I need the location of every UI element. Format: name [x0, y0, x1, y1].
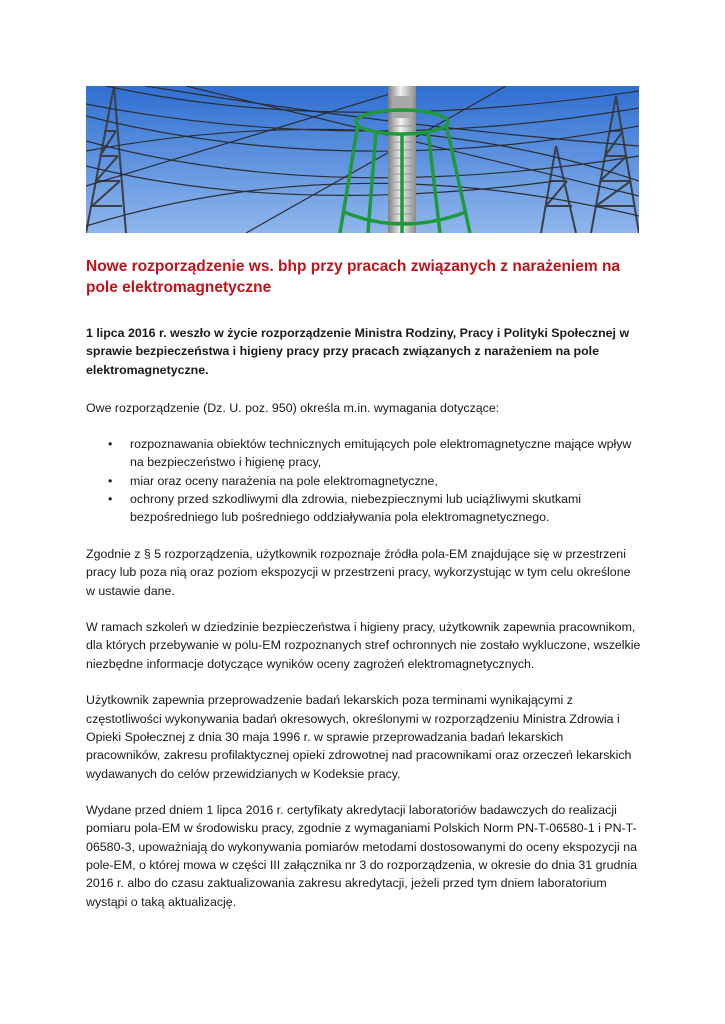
list-item [86, 472, 641, 490]
paragraph-accreditation: Wydane przed dniem 1 lipca 2016 r. certyfikaty akredytacji laboratoriów badawczych do realizacji pomiaru pola-EM w środowisku pracy, zgodnie z wymaganiami Polskich Norm PN-T-06580-1 i PN-T-06580-3, upoważniają do wykonywania pomiarów metodami dostosowanymi do oceny ekspozycji na pole-EM, o której mowa w części III załącznika nr 3 do rozporządzenia, w okresie do dnia 31 grudnia 2016 r. albo do czasu zaktualizowania zakresu akredytacji, jeżeli przed tym dniem laboratorium wystąpi o taką aktualizację. [86, 803, 637, 909]
paragraph-training: W ramach szkoleń w dziedzinie bezpieczeństwa i higieny pracy, użytkownik zapewnia pracownikom, dla których przebywanie w polu-EM rozpoznanych stref ochronnych nie zostało wykluczone, wszelkie niezbędne informacje dotyczące wyników oceny zagrożeń elektromagnetycznych. [86, 620, 641, 671]
paragraph-em-sources: Zgodnie z § 5 rozporządzenia, użytkownik rozpoznaje źródła pola-EM znajdujące się w przestrzeni pracy lub poza nią oraz poziom ekspozycji w przestrzeni pracy, wykorzystując w tym celu określone w ustawie dane. [86, 546, 631, 598]
list-item-text: ochrony przed szkodliwymi dla zdrowia, niebezpiecznymi lub uciążliwymi skutkami bezpośredniego lub pośredniego oddziaływania pola elektromagnetycznego. [130, 492, 582, 525]
bullet-icon: • [108, 473, 113, 488]
bullet-icon: • [108, 437, 113, 452]
list-item-text: miar oraz oceny narażenia na pole elektromagnetyczne, [130, 473, 438, 488]
list-item-text: rozpoznawania obiektów technicznych emitujących pole elektromagnetyczne mające wpływ na bezpieczeństwo i higienę pracy, [130, 437, 632, 470]
requirements-list [86, 435, 641, 526]
bullet-icon: • [108, 492, 113, 507]
paragraph-medical-exams: Użytkownik zapewnia przeprowadzenie badań lekarskich poza terminami wynikającymi z częstotliwości wykonywania badań okresowych, określonymi w rozporządzeniu Ministra Zdrowia i Opieki Społecznej z dnia 30 maja 1996 r. w sprawie przeprowadzania badań lekarskich pracowników, zakresu profilaktycznej opieki zdrowotnej nad pracownikami oraz orzeczeń lekarskich wydawanych do celów przewidzianych w Kodeksie pracy. [86, 693, 632, 781]
power-substation-photo-icon [86, 86, 639, 233]
requirements-intro: Owe rozporządzenie (Dz. U. poz. 950) określa m.in. wymagania dotyczące: [86, 400, 500, 415]
list-item [86, 490, 641, 527]
article [86, 256, 641, 911]
article-lead: 1 lipca 2016 r. weszło w życie rozporządzenie Ministra Rodziny, Pracy i Polityki Społecznej w sprawie bezpieczeństwa i higieny pracy przy pracach związanych z narażeniem na pole elektromagnetyczne. [86, 326, 630, 377]
hero-image [86, 86, 639, 233]
article-title: Nowe rozporządzenie ws. bhp przy pracach związanych z narażeniem na pole elektromagnetyczne [86, 258, 621, 296]
list-item [86, 435, 641, 472]
